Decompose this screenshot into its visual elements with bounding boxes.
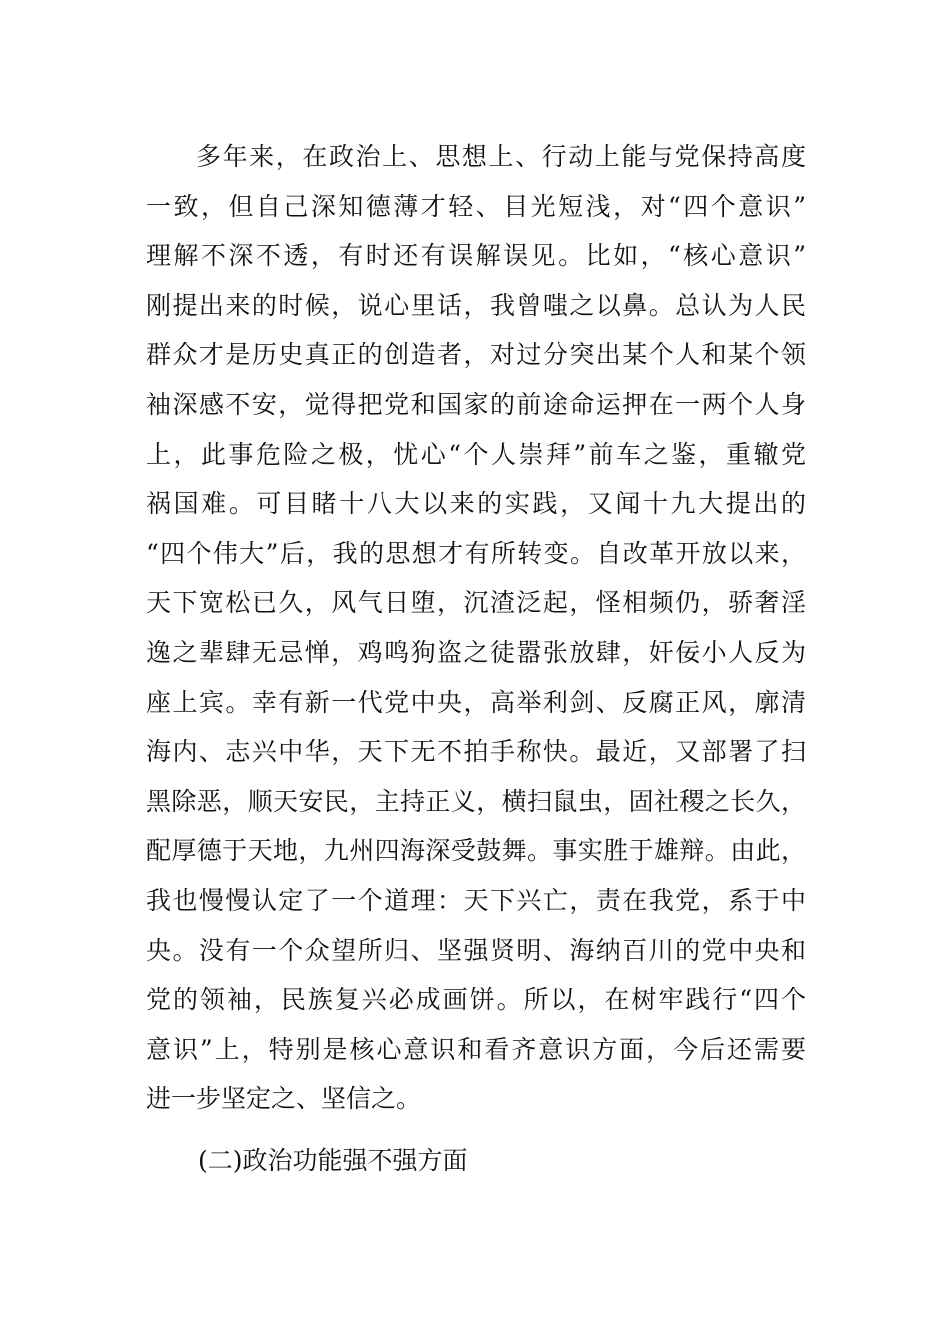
body-paragraph	[146, 132, 806, 1124]
paragraph-line: 上，此事危险之极，忧心“个人崇拜”前车之鉴，重辙党	[146, 439, 806, 469]
paragraph-line: 央。没有一个众望所归、坚强贤明、海纳百川的党中央和	[146, 935, 806, 965]
paragraph-line: 配厚德于天地，九州四海深受鼓舞。事实胜于雄辩。由此，	[146, 836, 806, 866]
paragraph-line: 刚提出来的时候，说心里话，我曾嗤之以鼻。总认为人民	[146, 290, 806, 320]
paragraph-line: 袖深感不安，觉得把党和国家的前途命运押在一两个人身	[146, 389, 806, 419]
paragraph-line: 我也慢慢认定了一个道理：天下兴亡，责在我党，系于中	[146, 885, 806, 915]
section-heading: (二)政治功能强不强方面	[198, 1146, 468, 1175]
paragraph-line: “四个伟大”后，我的思想才有所转变。自改革开放以来，	[146, 538, 806, 568]
paragraph-line: 祸国难。可目睹十八大以来的实践，又闻十九大提出的	[146, 489, 806, 519]
paragraph-line: 逸之辈肆无忌惮，鸡鸣狗盗之徒嚣张放肆，奸佞小人反为	[146, 637, 806, 667]
paragraph-line: 座上宾。幸有新一代党中央，高举利剑、反腐正风，廓清	[146, 687, 806, 717]
paragraph-line: 黑除恶，顺天安民，主持正义，横扫鼠虫，固社稷之长久，	[146, 786, 806, 816]
paragraph-line: 理解不深不透，有时还有误解误见。比如，“核心意识”	[146, 241, 806, 271]
paragraph-line: 意识”上，特别是核心意识和看齐意识方面，今后还需要	[146, 1034, 806, 1064]
paragraph-line: 天下宽松已久，风气日堕，沉渣泛起，怪相频仍，骄奢淫	[146, 588, 806, 618]
paragraph-line: 海内、志兴中华，天下无不拍手称快。最近，又部署了扫	[146, 737, 806, 767]
paragraph-line: 一致，但自己深知德薄才轻、目光短浅，对“四个意识”	[146, 191, 806, 221]
paragraph-line: 群众才是历史真正的创造者，对过分突出某个人和某个领	[146, 340, 806, 370]
paragraph-line: 多年来，在政治上、思想上、行动上能与党保持高度	[196, 142, 806, 171]
paragraph-line: 进一步坚定之、坚信之。	[146, 1084, 422, 1114]
paragraph-line: 党的领袖，民族复兴必成画饼。所以，在树牢践行“四个	[146, 985, 806, 1015]
